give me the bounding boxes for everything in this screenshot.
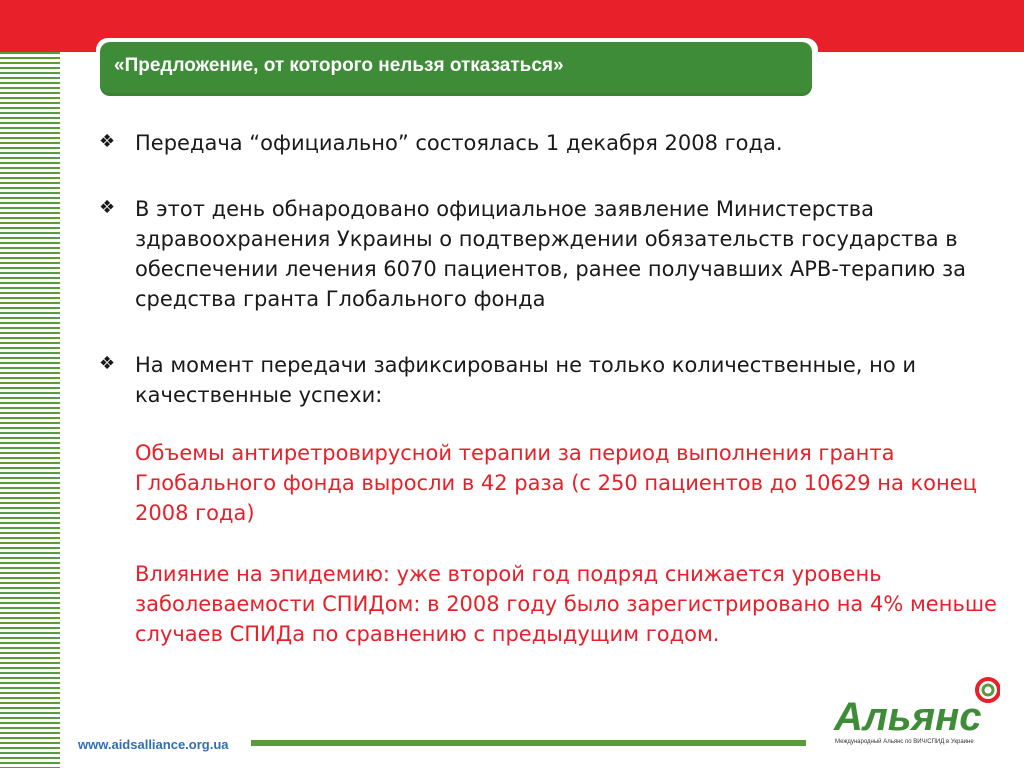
bullet-text: Передача “официально” состоялась 1 декабря 2008 года. [135, 131, 783, 155]
highlight-paragraph: Влияние на эпидемию: уже второй год подряд снижается уровень заболеваемости СПИДом: в 2008 году было зарегистрировано на 4% меньше случаев СПИДа по сравнению с предыдущим годом. [135, 562, 997, 646]
swirl-icon [977, 679, 999, 701]
bullet-text: На момент передачи зафиксированы не только количественные, но и качественные успехи: [135, 353, 916, 407]
diamond-bullet-icon: ❖ [99, 197, 116, 218]
bullet-item [95, 350, 1000, 410]
diamond-bullet-icon: ❖ [99, 353, 116, 374]
bullet-text: В этот день обнародовано официальное заявление Министерства здравоохранения Украины о подтверждении обязательств государства в обеспечении лечения 6070 пациентов, ранее получавших АРВ-терапию за средства гранта Глобального фонда [135, 197, 967, 311]
footer-link[interactable]: www.aidsalliance.org.ua [78, 737, 229, 752]
highlight-paragraph: Объемы антиретровирусной терапии за период выполнения гранта Глобального фонда выросли в 42 раза (с 250 пациентов до 10629 на конец 2008 года) [135, 441, 977, 525]
slide-title: «Предложение, от которого нельзя отказаться» [114, 55, 564, 76]
diamond-bullet-icon: ❖ [99, 131, 116, 152]
logo-subtitle: Международный Альянс по ВИЧ/СПИД в Украине [835, 739, 974, 745]
bullet-item [95, 194, 1000, 314]
footer-divider [251, 740, 806, 746]
bullet-item [95, 128, 1000, 158]
slide-content [95, 128, 1000, 649]
logo-text: Альянс [834, 695, 982, 739]
left-decorative-stripes [0, 52, 60, 768]
